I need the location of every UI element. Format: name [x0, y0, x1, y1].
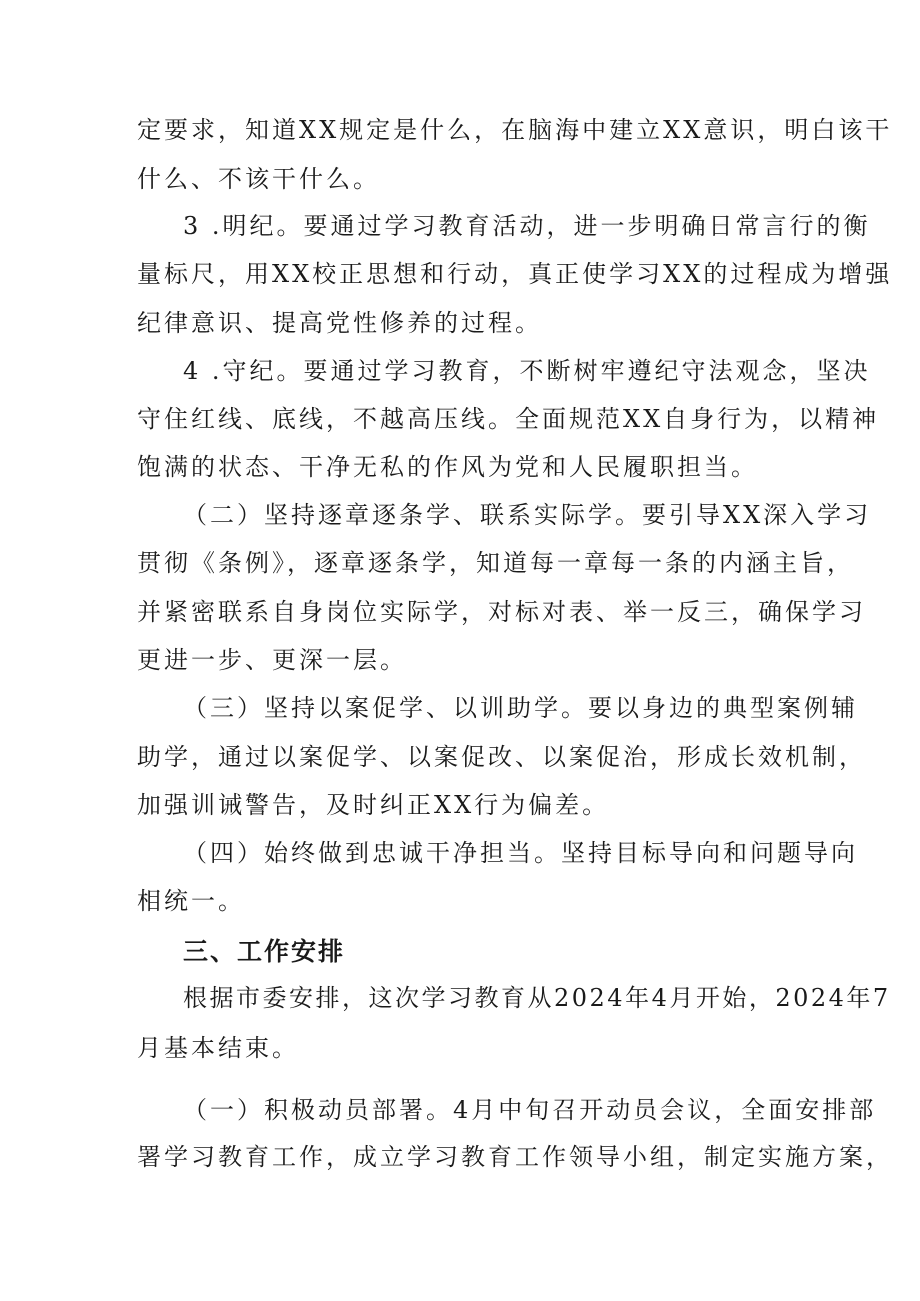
text-line: 并紧密联系自身岗位实际学，对标对表、举一反三，确保学习	[137, 598, 866, 626]
text-line: 助学，通过以案促学、以案促改、以案促治，形成长效机制，	[137, 743, 866, 771]
text-line: 定要求，知道XX规定是什么，在脑海中建立XX意识，明白该干	[137, 116, 893, 144]
text-line: 4 .守纪。要通过学习教育，不断树牢遵纪守法观念，坚决	[183, 357, 871, 385]
text-line: （二）坚持逐章逐条学、联系实际学。要引导XX深入学习	[183, 501, 872, 529]
text-line: （三）坚持以案促学、以训助学。要以身边的典型案例辅	[183, 694, 858, 722]
text-line: 饱满的状态、干净无私的作风为党和人民履职担当。	[137, 453, 758, 481]
text-line: 什么、不该干什么。	[137, 165, 380, 193]
section-heading: 三、工作安排	[183, 937, 346, 966]
text-line: 根据市委安排，这次学习教育从2024年4月开始，2024年7	[183, 984, 891, 1012]
text-line: 月基本结束。	[137, 1034, 299, 1062]
text-line: （一）积极动员部署。4月中旬召开动员会议，全面安排部	[183, 1096, 877, 1124]
text-line: （四）始终做到忠诚干净担当。坚持目标导向和问题导向	[183, 839, 858, 867]
text-line: 贯彻《条例》，逐章逐条学，知道每一章每一条的内涵主旨，	[137, 549, 854, 577]
text-line: 纪律意识、提高党性修养的过程。	[137, 309, 542, 337]
text-line: 署学习教育工作，成立学习教育工作领导小组，制定实施方案，	[137, 1143, 893, 1171]
text-line: 加强训诫警告，及时纠正XX行为偏差。	[137, 791, 610, 819]
text-line: 3 .明纪。要通过学习教育活动，进一步明确日常言行的衡	[183, 212, 871, 240]
text-line: 更进一步、更深一层。	[137, 646, 407, 674]
text-line: 相统一。	[137, 887, 245, 915]
text-line: 守住红线、底线，不越高压线。全面规范XX自身行为，以精神	[137, 405, 880, 433]
text-line: 量标尺，用XX校正思想和行动，真正使学习XX的过程成为增强	[137, 260, 893, 288]
